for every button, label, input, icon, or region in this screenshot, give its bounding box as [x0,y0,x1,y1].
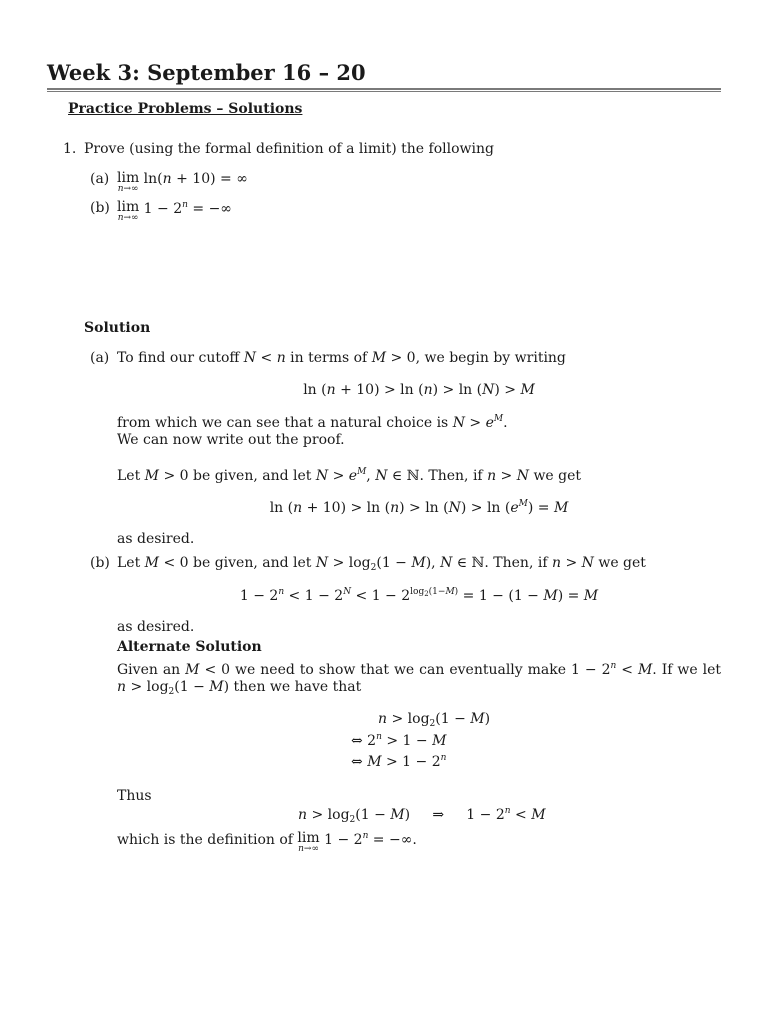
equation-b: $1 - 2^n < 1 - 2^N < 1 - 2^{log_2(1-M)} = 1 - (1 - M) = M$ [239,587,599,604]
solution-a-let: Let M > 0 be given, and let $N > e^M$, N ∈ ℕ. Then, if n > N we get [117,467,582,484]
page-title: Week 3: September 16 – 20 [47,60,366,85]
solution-a-desired: as desired. [117,531,195,547]
solution-b-desired: as desired. [117,619,195,635]
solution-heading: Solution [84,320,151,336]
problem-statement: Prove (using the formal definition of a limit) the following [84,141,494,157]
solution-b-let: Let M < 0 be given, and let $N > \log_2(1 - M)$, N ∈ ℕ. Then, if n > N we get [117,555,646,573]
problem-number: 1. [63,141,77,157]
alternate-solution-heading: Alternate Solution [117,639,262,655]
part-a-label: (a) [90,171,110,187]
alternate-equation-2: ⇔ $2^n > 1 - M$ [351,732,447,749]
solution-b-label: (b) [90,555,110,571]
part-b-limit: lim n→∞ $1 - 2^n$ = −∞ [117,199,232,223]
lim-subscript: n→∞ [117,184,139,194]
part-a-limit: lim n→∞ ln(n + 10) = ∞ [117,170,248,194]
alternate-equation-3: ⇔ $M > 1 - 2^n$ [351,753,447,770]
equation-a1: ln (n + 10) > ln (n) > ln (N) > M [303,382,535,398]
alternate-line-2: $n > \log_2(1 - M)$ then we have that [117,679,362,697]
final-statement: which is the definition of lim n→∞ $1 - 2^n$ = −∞. [117,830,417,854]
lim-subscript: n→∞ [117,213,139,223]
title-rule-thin [47,91,721,92]
solution-a-proof-intro: We can now write out the proof. [117,432,345,448]
solution-a-intro: To find our cutoff N < n in terms of M > 0, we begin by writing [117,350,566,366]
thus-label: Thus [117,788,152,804]
section-subtitle: Practice Problems – Solutions [68,101,303,117]
solution-a-choice: from which we can see that a natural choice is $N > e^M$. [117,414,508,431]
part-b-label: (b) [90,200,110,216]
thus-equation: $n > \log_2(1 - M)$ ⇒ $1 - 2^n < M$ [298,806,546,825]
lim-subscript: n→∞ [298,844,319,854]
solution-a-label: (a) [90,350,110,366]
alternate-equation-1: $n > \log_2(1 - M)$ [378,711,491,729]
title-rule [47,88,721,90]
equation-a2: $\ln (n + 10) > \ln (n) > \ln (N) > \ln (e^M) = M$ [269,499,569,516]
alternate-line-1: Given an M < 0 we need to show that we can eventually make $1 - 2^n < M$. If we let [117,661,721,678]
